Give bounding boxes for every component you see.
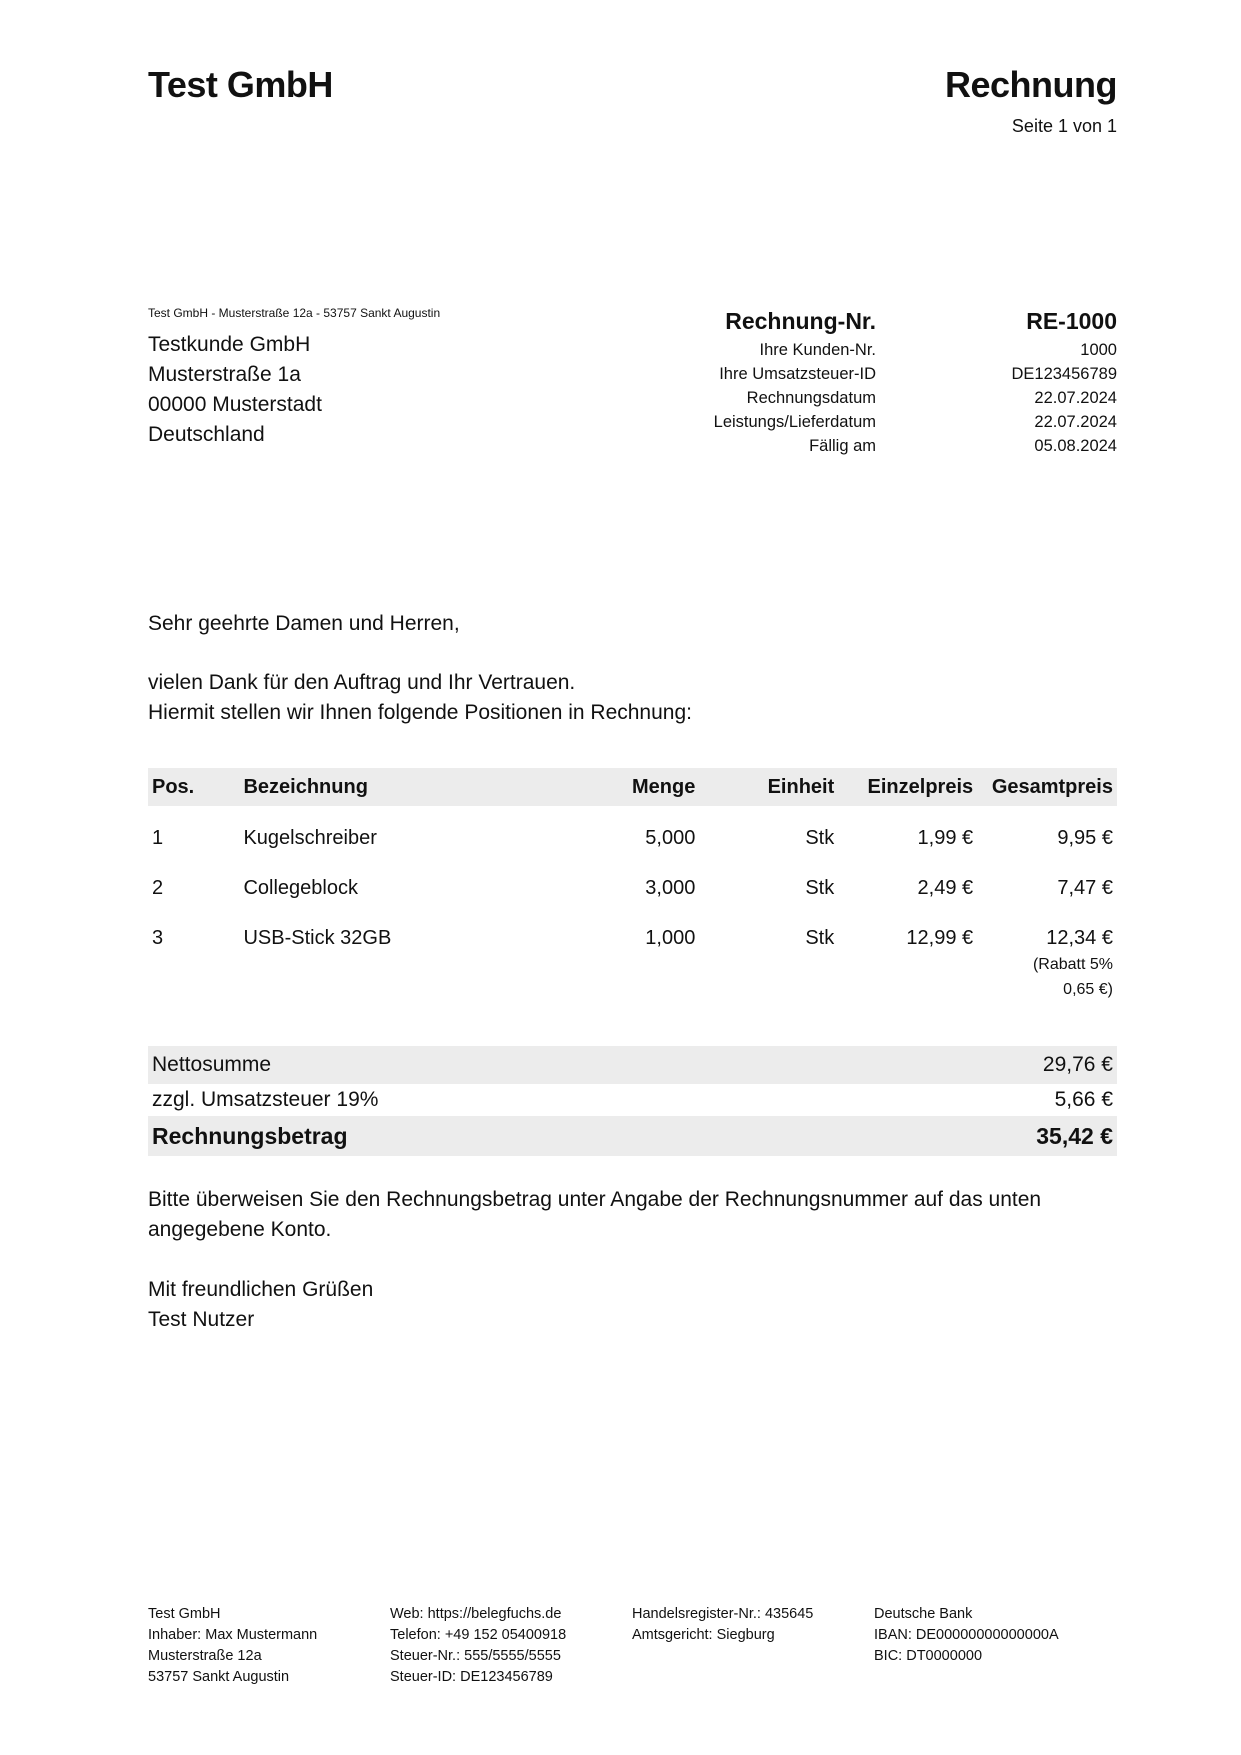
meta-row-invoice-date [640,386,1117,410]
meta-label: Fällig am [809,437,876,455]
cell-qty: 5,000 [645,827,696,849]
closing [148,1275,373,1335]
line-items-table [148,768,1117,1024]
cell-total: 9,95 € [1057,827,1113,849]
salutation: Sehr geehrte Damen und Herren, [148,612,460,635]
grand-total-value: 35,42 € [1036,1122,1113,1149]
grand-total-row [148,1116,1117,1156]
table-row [148,874,1117,902]
cell-pos: 1 [152,827,164,849]
footer-line: Steuer-Nr.: 555/5555/5555 [390,1648,561,1664]
column-header-pos: Pos. [152,775,195,798]
discount-amount: 0,65 €) [1063,981,1113,998]
meta-value: RE-1000 [1026,308,1117,334]
table-body [148,824,1117,1002]
footer-line: BIC: DT0000000 [874,1648,983,1664]
footer-line: IBAN: DE00000000000000A [874,1627,1059,1643]
footer-line: Web: https://belegfuchs.de [390,1606,562,1622]
invoice-meta [640,306,1117,458]
cell-total: 7,47 € [1057,877,1113,899]
vat-label: zzgl. Umsatzsteuer 19% [152,1088,379,1111]
footer-company-column [148,1604,390,1688]
recipient-street: Musterstraße 1a [148,363,301,386]
recipient-name: Testkunde GmbH [148,333,311,356]
meta-label: Ihre Kunden-Nr. [759,341,876,359]
footer-line: Musterstraße 12a [148,1648,262,1664]
meta-label: Rechnung-Nr. [725,308,876,334]
cell-unit: Stk [805,827,835,849]
meta-row-due-date [640,434,1117,458]
cell-name: Kugelschreiber [243,827,377,849]
cell-qty: 3,000 [645,877,696,899]
footer-line: Inhaber: Max Mustermann [148,1627,318,1643]
meta-label: Rechnungsdatum [746,389,876,407]
vat-row [148,1084,1117,1116]
table-header [148,768,1117,806]
meta-row-invoice-number [640,306,1117,336]
cell-total [977,924,1117,1002]
intro-line: Hiermit stellen wir Ihnen folgende Positionen in Rechnung: [148,701,692,724]
closing-greeting: Mit freundlichen Grüßen [148,1278,374,1301]
footer [148,1604,1123,1688]
net-total-row [148,1046,1117,1084]
company-name: Test GmbH [148,64,333,105]
column-header-qty: Menge [632,775,696,798]
footer-register-column [632,1604,874,1688]
footer-contact-column [390,1604,632,1688]
vat-value: 5,66 € [1054,1088,1113,1111]
footer-line: Test GmbH [148,1606,221,1622]
cell-name: USB-Stick 32GB [243,927,392,949]
column-header-name: Bezeichnung [243,775,368,798]
meta-value: 1000 [1080,341,1117,359]
cell-total-value: 12,34 € [1046,927,1113,949]
document-title: Rechnung [945,64,1117,105]
cell-name: Collegeblock [243,877,358,899]
footer-line: Telefon: +49 152 05400918 [390,1627,567,1643]
column-header-price: Einzelpreis [867,775,974,798]
meta-label: Ihre Umsatzsteuer-ID [719,365,876,383]
recipient-address [148,330,322,450]
cell-pos: 2 [152,877,164,899]
footer-line: Amtsgericht: Siegburg [632,1627,775,1643]
footer-line: Handelsregister-Nr.: 435645 [632,1606,814,1622]
net-total-value: 29,76 € [1042,1053,1113,1076]
cell-price: 2,49 € [917,877,974,899]
footer-line: Deutsche Bank [874,1606,973,1622]
meta-row-customer-number [640,338,1117,362]
footer-line: 53757 Sankt Augustin [148,1669,290,1685]
meta-label: Leistungs/Lieferdatum [713,413,876,431]
table-row [148,924,1117,1002]
table-row [148,824,1117,852]
cell-price: 12,99 € [906,927,974,949]
net-total-label: Nettosumme [152,1053,272,1076]
cell-unit: Stk [805,877,835,899]
sender-address-line: Test GmbH - Musterstraße 12a - 53757 Sankt Augustin [148,306,441,320]
intro-text [148,668,692,728]
footer-line: Steuer-ID: DE123456789 [390,1669,553,1685]
payment-note: Bitte überweisen Sie den Rechnungsbetrag unter Angabe der Rechnungsnummer auf das unten angegebene Konto. [148,1188,1042,1241]
meta-value: 05.08.2024 [1034,437,1117,455]
meta-row-delivery-date [640,410,1117,434]
cell-price: 1,99 € [917,827,974,849]
discount-note: (Rabatt 5% [1032,956,1113,973]
cell-qty: 1,000 [645,927,696,949]
footer-bank-column [874,1604,1116,1688]
meta-row-vat-id [640,362,1117,386]
totals-block [148,1046,1117,1156]
cell-pos: 3 [152,927,164,949]
signer-name: Test Nutzer [148,1308,255,1331]
column-header-unit: Einheit [767,775,835,798]
intro-line: vielen Dank für den Auftrag und Ihr Vertrauen. [148,671,576,694]
meta-value: 22.07.2024 [1034,389,1117,407]
meta-value: 22.07.2024 [1034,413,1117,431]
meta-value: DE123456789 [1011,365,1117,383]
recipient-country: Deutschland [148,423,265,446]
grand-total-label: Rechnungsbetrag [152,1122,348,1149]
column-header-total: Gesamtpreis [991,775,1113,798]
recipient-city: 00000 Musterstadt [148,393,322,416]
cell-unit: Stk [805,927,835,949]
page-info: Seite 1 von 1 [1011,116,1117,136]
